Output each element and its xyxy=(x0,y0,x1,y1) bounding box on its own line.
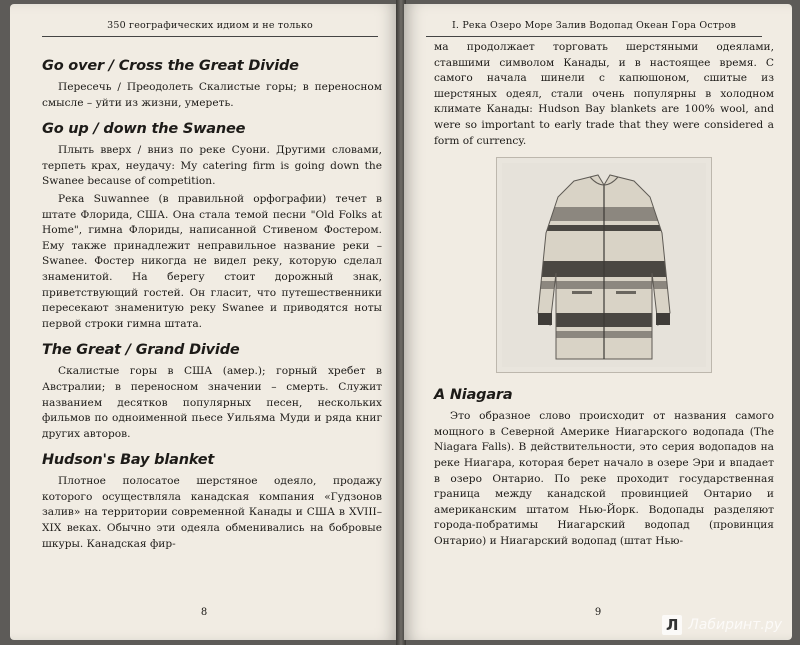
blanket-coat-image xyxy=(502,163,706,367)
page-left xyxy=(10,4,398,640)
running-head-right: I. Река Озеро Море Залив Водопад Океан Гора Остров xyxy=(426,20,762,37)
page-number-left: 8 xyxy=(200,607,208,618)
entry-paragraph: Это образное слово происходит от названия самого мощного в Северной Америке Ниагарского водопада (The Niagara Falls). В действительности, это серия водопадов на реке Ниагара, которая берет начало в озере Эри и впадает в озеро Онтарио. По реке проходит государственная граница между канадской провинцией Онтарио и американским штатом Нью-Йорк. Водопады разделяют города-побратимы Ниагарский водопад (провинция Онтарио) и Ниагарский водопад (штат Нью- xyxy=(434,410,774,547)
running-head-left: 350 географических идиом и не только xyxy=(42,20,378,37)
watermark-logo-icon: Л xyxy=(662,615,682,635)
entry-paragraph: Плыть вверх / вниз по реке Суони. Другими словами, терпеть крах, неудачу: My catering firm is going down the Swanee because of competition. xyxy=(42,144,382,188)
entry-paragraph: Скалистые горы в США (амер.); горный хребет в Австралии; в переносном значении – смерть. Служит названием десятков популярных песен, нескольких фильмов по одноименной пьесе Уильяма Муди и ряда книг других авторов. xyxy=(42,365,382,440)
page-number-right: 9 xyxy=(594,607,602,618)
entry-paragraph: Пересечь / Преодолеть Скалистые горы; в переносном смысле – уйти из жизни, умереть. xyxy=(42,81,382,109)
entry-heading: Go over / Cross the Great Divide xyxy=(42,58,299,74)
page-right xyxy=(404,4,792,640)
entry-heading: A Niagara xyxy=(434,387,513,404)
blanket-coat-photo xyxy=(496,157,712,373)
watermark-text: Лабиринт.ру xyxy=(688,617,782,633)
site-watermark xyxy=(662,615,782,635)
page-right-content xyxy=(434,40,774,552)
entry-heading: The Great / Grand Divide xyxy=(42,342,240,359)
continued-paragraph: ма продолжает торговать шерстяными одеялами, ставшими символом Канады, и в настоящее время. С самого начала шинели с капюшоном, сшитые из шерстяных одеял, стали очень популярны в холодном климате Канады: Hudson Bay blankets are 100% wool, and were so important to early trade that they were considered a form of currency. xyxy=(434,41,774,147)
entry-heading: Hudson's Bay blanket xyxy=(42,452,215,469)
entry-paragraph: Река Suwannee (в правильной орфографии) течет в штате Флорида, США. Она стала темой песни "Old Folks at Home", гимна Флориды, написанной Стивеном Фостером. Ему также принадлежит неправильное название реки – Swanee. Фостер никогда не видел реку, которую сделал знаменитой. На берегу стоит дорожный знак, приветствующий гостей. Он гласит, что путешественники пересекают знаменитую реку Swanee и приводятся ноты первой строки гимна штата. xyxy=(42,192,382,330)
page-left-content xyxy=(42,48,382,554)
entry-paragraph: Плотное полосатое шерстяное одеяло, продажу которого осуществляла канадская компания «Гудзонов залив» на территории современной Канады и США в XVIII–XIX веках. Обычно эти одеяла обменивались на бобровые шкуры. Канадская фир- xyxy=(42,475,382,550)
entry-heading: Go up / down the Swanee xyxy=(42,121,246,138)
